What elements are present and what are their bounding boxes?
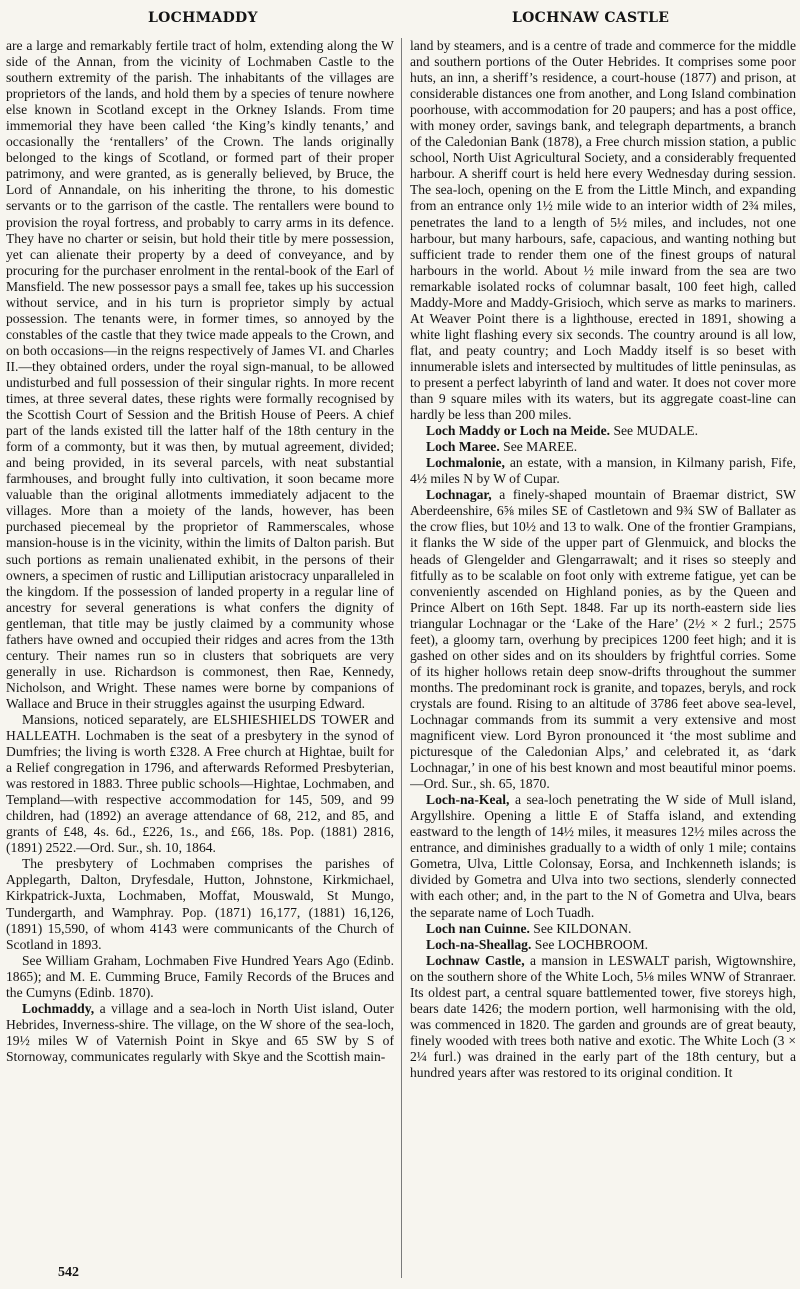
page-number: 542 (58, 1265, 79, 1280)
entry-text: a mansion in LESWALT parish, Wigtownshire, on the southern shore of the White Loch, 5⅛ miles WNW of Stranraer. Its oldest part, a central square battlemented tower, five storeys high, bears date 1426; the modern portion, well harmonising with the old, was commenced in 1820. The garden and grounds are of great beauty, finely wooded with trees both native and exotic. The White Loch (3 × 2¼ furl.) was drained in the early part of the 18th century, but a hundred years after was restored to its original condition. It (410, 952, 796, 1080)
paragraph-text: Mansions, noticed separately, are ELSHIESHIELDS TOWER and HALLEATH. Lochmaben is the seat of a presbytery in the synod of Dumfries; the living is worth £328. A Free church at Hightae, built for a Relief congregation in 1796, and afterwards Reformed Presbyterian, was restored in 1883. Three public schools—Hightae, Lochmaben, and Templand—with respective accommodation for 145, 509, and 99 children, had (1892) an average attendance of 68, 212, and 85, and grants of £48, 4s. 6d., £226, 1s., and £66, 18s. Pop. (1881) 2816, (1891) 2522.—Ord. Sur., sh. 10, 1864. (6, 711, 394, 856)
entry-headword: Lochnagar, (426, 487, 492, 503)
entry-text: See LOCHBROOM. (534, 936, 649, 952)
paragraph (410, 38, 796, 423)
paragraph-text: The presbytery of Lochmaben comprises the parishes of Applegarth, Dalton, Dryfesdale, Hutton, Johnstone, Kirkmichael, Kirkpatrick-Juxta, Lochmaben, Moffat, Mouswald, St Mungo, Tundergarth, and Wamphray. Pop. (1871) 16,177, (1881) 16,126, (1891) 15,590, of whom 4143 were communicants of the Church of Scotland in 1893. (6, 856, 394, 952)
entry (410, 953, 796, 1081)
entry-headword: Lochnaw Castle, (426, 952, 525, 968)
running-head-left: LOCHMADDY (148, 10, 258, 26)
entry-text: a village and a sea-loch in North Uist island, Outer Hebrides, Inverness-shire. The village, on the W shore of the sea-loch, 19½ miles W of Vaternish Point in Skye and 65 SW by S of Stornoway, communicates regularly with Skye and the Scottish main- (6, 1000, 394, 1064)
entry (410, 455, 796, 487)
entry-headword: Lochmalonie, (426, 455, 505, 471)
paragraph-text: See William Graham, Lochmaben Five Hundred Years Ago (Edinb. 1865); and M. E. Cumming Bruce, Family Records of the Bruces and the Cumyns (Edinb. 1870). (6, 952, 394, 1000)
paragraph-text: are a large and remarkably fertile tract of holm, extending along the W side of the Annan, from the vicinity of Lochmaben Castle to the southern extremity of the parish. The inhabitants of the villages are proprietors of the lands, and hold them by a species of tenure nowhere else known in Scotland except in the Orkney Islands. From time immemorial they have been called ‘the King’s kindly tenants,’ and occasionally the ‘rentallers’ of the Crown. The lands originally belonged to the kings of Scotland, or formed part of their proper patrimony, and were granted, as is generally believed, by Bruce, the Lord of Annandale, on his inheriting the throne, to his domestic servants or to the garrison of the castle. The rentallers were bound to provision the royal fortress, and probably to carry arms in its defence. They have no charter or seisin, but hold their title by mere possession, yet can alienate their property by a deed of conveyance, and by procuring for the purchaser enrolment in the rental-book of the Earl of Mansfield. The new possessor pays a small fee, takes up his succession without service, and in his turn is proprietor simply by actual possession. The tenants were, in former times, so annoyed by the constables of the castle that they twice made appeals to the Crown, and on both occasions—in the reigns respectively of James VI. and Charles II.—they obtained orders, under the royal sign-manual, to be allowed undisturbed and full possession of their singular rights. In more recent times, at three several dates, these rights were formally recognised by the Scottish Court of Session and the British House of Peers. A chief part of the lands existed till the latter half of the 18th century in the form of a commonty, but it was then, by mutual agreement, divided; and being provided, in its several parcels, with neat substantial farmhouses, and brought fully into cultivation, it soon became more valuable than the original allotments immediately adjacent to the villages. More than a moiety of the lands, however, has been purchased piecemeal by the proprietor of Rammerscales, whose mansion-house is in the vicinity, within the limits of Dalton parish. But such portions as remain unalienated exhibit, in the persons of their owners, a specimen of rustic and Lilliputian aristocracy unparalleled in the kingdom. If the possession of landed property in a regular line of ancestry for several generations is what confers the dignity of gentleman, that title may be justly claimed by a community whose fathers have owned and occupied their ridges and acres from the 13th century. Their names run so in clusters that sobriquets are very generally in use. Richardson is commonest, then Rae, Kennedy, Nicholson, and Wright. These names were borne by companions of Wallace and Bruce in their struggles against the usurping Edward. (6, 38, 394, 711)
entry (410, 487, 796, 792)
entry-text: See KILDONAN. (533, 920, 632, 936)
entry (410, 792, 796, 920)
entry-text: an estate, with a mansion, in Kilmany parish, Fife, 4½ miles N by W of Cupar. (410, 455, 796, 487)
entry-headword: Loch nan Cuinne. (426, 920, 530, 936)
entry (6, 1001, 394, 1065)
entry (410, 937, 796, 953)
column-divider (401, 38, 402, 1278)
entry (410, 423, 796, 439)
entry-headword: Loch-na-Sheallag. (426, 936, 532, 952)
entry-headword: Loch Maddy or Loch na Meide. (426, 423, 611, 439)
entry (410, 439, 796, 455)
paragraph (6, 38, 394, 712)
paragraph (6, 856, 394, 952)
right-column (410, 38, 796, 1260)
entry-text: a finely-shaped mountain of Braemar district, SW Aberdeenshire, 6⅝ miles SE of Castletown and 9¾ SW of Ballater as the crow flies, but 10½ and 13 to walk. One of the frontier Grampians, it flanks the W side of the upper part of Glenmuick, and blocks the heads of Glengelder and Glengarrawalt; and it rises so steeply and fitfully as to be scalable on foot only with extreme fatigue, yet can be conveniently ascended on Highland ponies, as by the Queen and Prince Albert on 16th Sept. 1848. Far up its north-eastern side lies triangular Lochnagar or the ‘Lake of the Hare’ (2½ × 2 furl.; 2575 feet), a gloomy tarn, overhung by precipices 1200 feet high; and it is gashed on other sides and on its shoulders by frightful corries. Some of its higher hollows retain deep snow-drifts throughout the summer months. The predominant rock is granite, and topazes, beryls, and rock crystals are found. Rising to an altitude of 3786 feet above sea-level, Lochnagar commands from its summit a very extensive and most magnificent view. Lord Byron pronounced it ‘the most sublime and picturesque of the Caledonian Alps,’ and celebrated it, as ‘dark Lochnagar,’ in one of his best known and most beautiful minor poems.—Ord. Sur., sh. 65, 1870. (410, 487, 796, 792)
entry-headword: Loch Maree. (426, 439, 500, 455)
entry (410, 921, 796, 937)
left-column (6, 38, 394, 1260)
entry-text: See MAREE. (503, 439, 578, 455)
entry-text: a sea-loch penetrating the W side of Mull island, Argyllshire. Opening a little E of Staffa island, and extending eastward to the length of 14½ miles, it measures 12½ miles across the entrance, and diminishes gradually to a width of only 1 mile; contains Gometra, Ulva, Little Colonsay, Eorsa, and Inchkenneth islands; is divided by Gometra and Ulva into two sections, slenderly connected with each other; and, in the part to the N of Gometra and Ulva, bears the separate name of Loch Tuadh. (410, 792, 796, 920)
paragraph (6, 953, 394, 1001)
running-head-right: LOCHNAW CASTLE (512, 10, 670, 26)
paragraph (6, 712, 394, 856)
entry-headword: Lochmaddy, (22, 1000, 95, 1016)
paragraph-text: land by steamers, and is a centre of trade and commerce for the middle and southern portions of the Outer Hebrides. It comprises some poor huts, an inn, a sheriff’s residence, a court-house (1877) and prison, at considerable distances one from another, and Long Island combination poorhouse, with accommodation for 20 paupers; and has a post office, with money order, savings bank, and telegraph departments, a branch of the Caledonian Bank (1878), a Free church mission station, a public school, North Uist Agricultural Society, and a considerably frequented harbour. A sheriff court is held here every Wednesday during session. The sea-loch, opening on the E from the Little Minch, and expanding from an entrance only 1½ mile wide to an interior width of 2¾ miles, penetrates the land to a length of 5½ miles, and includes, not one harbour, but many harbours, safe, capacious, and wanting nothing but sufficient trade to render them one of the finest groups of natural harbours in the world. About ½ mile inward from the sea are two remarkable isolated rocks of columnar basalt, 100 feet high, called Maddy-More and Maddy-Grisioch, which serve as marks to mariners. At Weaver Point there is a lighthouse, erected in 1891, showing a white light flashing every six seconds. The country around is all low, flat, and peaty country; and Loch Maddy itself is so beset with innumerable islets and intersected by multitudes of little peninsulas, as to present a perfect labyrinth of land and water. It does not cover more than 9 square miles with its waters, but its aggregate coast-line can hardly be less than 200 miles. (410, 38, 796, 423)
entry-text: See MUDALE. (613, 423, 699, 439)
entry-headword: Loch-na-Keal, (426, 792, 510, 808)
